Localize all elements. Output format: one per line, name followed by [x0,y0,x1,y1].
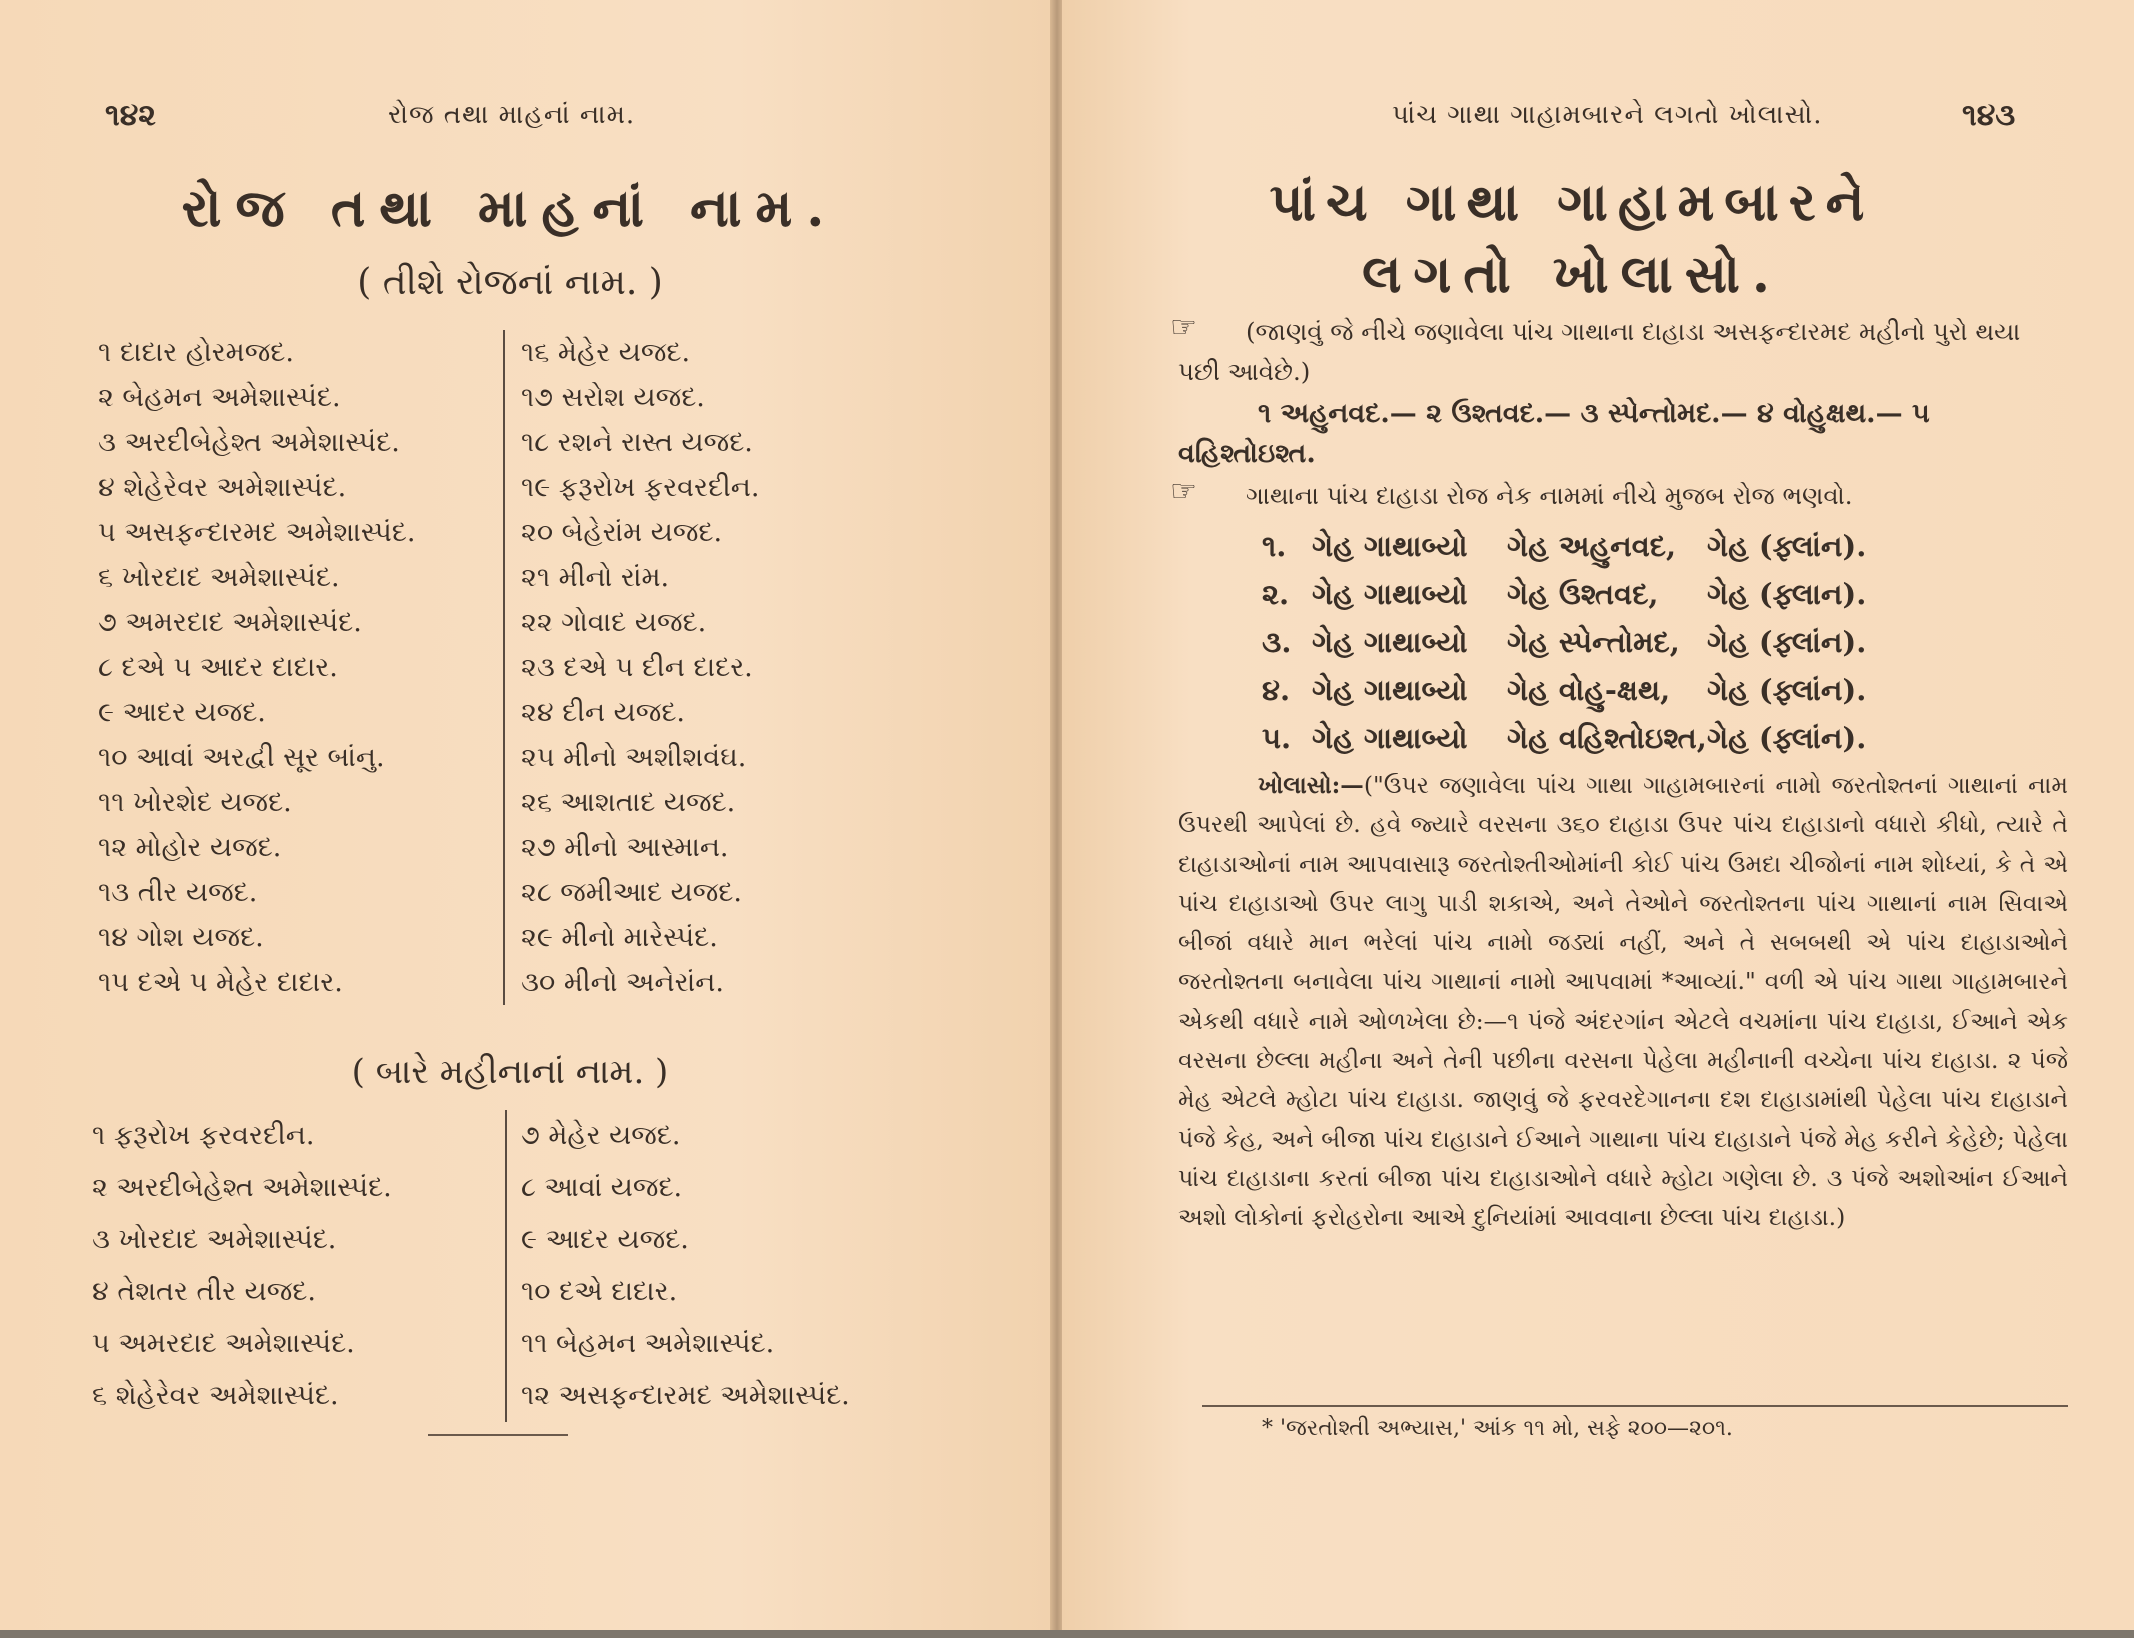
day-item: ૮ દએ ૫ આદર દાદાર. [98,652,338,683]
day-item: ૧૧ ખોરશેદ યજદ. [98,787,292,818]
day-item: ૧ દાદાર હોરમજદ. [98,337,294,368]
day-item: ૨૧ મીનો રાંમ. [521,562,670,593]
day-item: ૭ અમરદાદ અમેશાસ્પંદ. [98,607,362,638]
day-item: ૧૬ મેહેર યજદ. [521,337,691,368]
explanation-text: ("ઉપર જણાવેલા પાંચ ગાથા ગાહામબારનાં નામો જરતોશ્તનાં ગાથાનાં નામ ઉપરથી આપેલાં છે. હવે જ્યારે વરસના ૩૬૦ દાહાડા ઉપર પાંચ દાહાડાનો વધારો કીધો, ત્યારે તે દાહાડાઓનાં નામ આપવાસારૂ જરતોશ્તીઓમાંની કોઈ પાંચ ઉમદા ચીજોનાં નામ શોધ્યાં, કે તે એ પાંચ દાહાડાઓ ઉપર લાગુ પાડી શકાએ, અને તેઓને જરતોશ્તના પાંચ ગાથાનાં નામ સિવાએ બીજાં વધારે માન ભરેલાં પાંચ નામો જડ્યાં નહીં, અને તે સબબથી એ પાંચ દાહાડાઓને જરતોશ્તના બનાવેલા પાંચ ગાથાનાં નામો આપવામાં *આવ્યાં." વળી એ પાંચ ગાથા ગાહામબારને એકથી વધારે નામે ઓળખેલા છે:—૧ પંજે અંદરગાંન એટલે વચમાંના પાંચ દાહાડા, ઈઆને એક વરસના છેલ્લા મહીના અને તેની પછીના વરસના પેહેલા મહીનાની વચ્ચેના પાંચ દાહાડા. ૨ પંજે મેહ એટલે મ્હોટા પાંચ દાહાડા. જાણવું જે ફરવરદેગાનના દશ દાહાડામાંથી પેહેલા પાંચ દાહાડાને પંજે કેહ, અને બીજા પાંચ દાહાડાને ઈઆને ગાથાના પાંચ દાહાડાને પંજે મેહ કરીને કેહેછે; પેહેલા પાંચ દાહાડાના કરતાં બીજા પાંચ દાહાડાઓને વધારે મ્હોટા ગણેલા છે. ૩ પંજે અશોઆંન ઈઆને અશો લોકોનાં ફરોહરોના આએ દુનિયાંમાં આવવાના છેલ્લા પાંચ દાહાડા.) [1178,771,2068,1232]
right-page-number: ૧૪૩ [1962,98,2016,133]
day-item: ૧૮ રશને રાસ્ત યજદ. [521,427,753,458]
month-item: ૪ તેશતર તીર યજદ. [92,1276,316,1307]
left-page-title: રોજ તથા માહનાં નામ. [181,178,839,239]
month-item: ૨ અરદીબેહેશ્ત અમેશાસ્પંદ. [92,1172,392,1203]
day-item: ૨૨ ગોવાદ યજદ. [521,607,707,638]
days-column-1 [98,330,498,1005]
day-item: ૨૩ દએ ૫ દીન દાદર. [521,652,753,683]
day-item: ૧૭ સરોશ યજદ. [521,382,705,413]
gatha-row: ૨. ગેહ ગાથાબ્યો ગેહ ઉશ્તવદ, ગેહ (ફ્લાન). [1262,577,1867,611]
footnote: * 'જરતોશ્તી અભ્યાસ,' આંક ૧૧ મો, સફે ૨૦૦—૨૦૧. [1262,1416,1733,1441]
instruction-paragraph [1170,474,2068,516]
month-item: ૭ મેહેર યજદ. [521,1120,681,1151]
pointing-hand-icon: ☞ [1170,310,1197,345]
right-page [1062,0,2134,1630]
intro-paragraph [1170,310,2068,391]
day-item: ૧૩ તીર યજદ. [98,877,258,908]
gatha-row: ૪. ગેહ ગાથાબ્યો ગેહ વોહુ-ક્ષથ, ગેહ (ફ્લાંન). [1262,673,1867,707]
month-item: ૧ ફરૂરોખ ફરવરદીન. [92,1120,315,1151]
explanation-label: ખોલાસો:— [1258,771,1364,799]
gatha-row: ૧. ગેહ ગાથાબ્યો ગેહ અહુનવદ, ગેહ (ફ્લાંન). [1262,529,1867,563]
month-item: ૫ અમરદાદ અમેશાસ્પંદ. [92,1328,355,1359]
right-title-line-1: પાંચ ગાથા ગાહામબારને [1269,172,1875,233]
left-page [0,0,1052,1630]
day-item: ૩ અરદીબેહેશ્ત અમેશાસ્પંદ. [98,427,400,458]
months-column-2 [505,1110,921,1422]
left-running-head: રોજ તથા માહનાં નામ. [388,100,636,130]
day-item: ૬ ખોરદાદ અમેશાસ્પંદ. [98,562,340,593]
day-item: ૧૪ ગોશ યજદ. [98,922,264,953]
intro-text: (જાણવું જે નીચે જણાવેલા પાંચ ગાથાના દાહાડા અસફન્દારમદ મહીનો પુરો થયા પછી આવેછે.) [1178,317,2021,386]
days-heading: ( તીશે રોજનાં નામ. ) [357,262,663,303]
day-item: ૫ અસફન્દારમદ અમેશાસ્પંદ. [98,517,416,548]
right-title-line-2: લગતો ખોલાસો. [1362,244,1782,305]
month-item: ૧૦ દએ દાદાર. [521,1276,678,1307]
days-column-2 [503,330,901,1005]
day-item: ૧૯ ફરૂરોખ ફરવરદીન. [521,472,760,503]
day-item: ૨૫ મીનો અશીશવંઘ. [521,742,747,773]
day-item: ૨૬ આશતાદ યજદ. [521,787,736,818]
month-item: ૮ આવાં યજદ. [521,1172,683,1203]
gatha-row: ૩. ગેહ ગાથાબ્યો ગેહ સ્પેન્તોમદ, ગેહ (ફ્લાંન). [1262,625,1867,659]
gatha-row: ૫. ગેહ ગાથાબ્યો ગેહ વહિશ્તોઇશ્ત, ગેહ (ફ્લાંન). [1262,721,1867,755]
day-item: ૨૪ દીન યજદ. [521,697,686,728]
left-page-number: ૧૪૨ [105,98,156,133]
end-rule [428,1434,568,1436]
month-item: ૩ ખોરદાદ અમેશાસ્પંદ. [92,1224,337,1255]
month-item: ૧૧ બેહમન અમેશાસ્પંદ. [521,1328,775,1359]
day-item: ૩૦ મીનો અનેરાંન. [521,967,724,998]
day-item: ૨૦ બેહેરાંમ યજદ. [521,517,723,548]
day-item: ૧૫ દએ ૫ મેહેર દાદાર. [98,967,343,998]
month-item: ૧૨ અસફન્દારમદ અમેશાસ્પંદ. [521,1380,850,1411]
day-item: ૨૭ મીનો આસ્માન. [521,832,729,863]
pointing-hand-icon: ☞ [1170,474,1197,509]
day-item: ૧૦ આવાં અરદ્વી સૂર બાંનુ. [98,742,385,773]
footnote-rule [1202,1405,2068,1407]
right-running-head: પાંચ ગાથા ગાહામબારને લગતો ખોલાસો. [1392,100,1823,130]
day-item: ૨૯ મીનો મારેસ્પંદ. [521,922,718,953]
months-heading: ( બારે મહીનાનાં નામ. ) [351,1052,669,1092]
month-item: ૯ આદર યજદ. [521,1224,689,1255]
gatha-invocation-list [1262,522,1932,762]
day-item: ૯ આદર યજદ. [98,697,266,728]
day-item: ૨ બેહમન અમેશાસ્પંદ. [98,382,341,413]
gatha-list: ૧ અહુનવદ.— ૨ ઉશ્તવદ.— ૩ સ્પેન્તોમદ.— ૪ વોહુક્ષથ.— ૫ વહિશ્તોઇશ્ત. [1178,398,1930,469]
day-item: ૪ શેહેરેવર અમેશાસ્પંદ. [98,472,347,503]
months-column-1 [92,1110,512,1422]
day-item: ૨૮ જમીઆદ યજદ. [521,877,742,908]
instruction-text: ગાથાના પાંચ દાહાડા રોજ નેક નામમાં નીચે મુજબ રોજ ભણવો. [1246,481,1853,510]
day-item: ૧૨ મોહોર યજદ. [98,832,282,863]
month-item: ૬ શેહેરેવર અમેશાસ્પંદ. [92,1380,339,1411]
explanation-paragraph [1178,766,2068,1238]
